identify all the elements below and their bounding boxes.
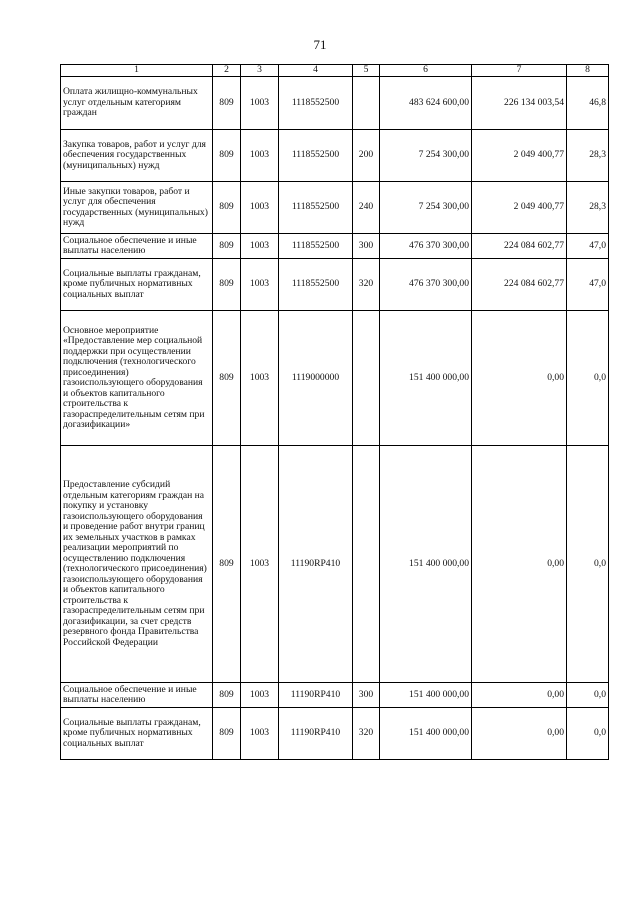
table-header-row (61, 65, 609, 77)
table-row (61, 234, 609, 259)
page-number: 71 (313, 37, 327, 52)
cell-section-code: 1003 (241, 311, 279, 446)
cell-percent: 0,0 (567, 708, 609, 760)
table-row (61, 77, 609, 130)
cell-expense-type: 300 (353, 683, 380, 708)
cell-percent: 28,3 (567, 130, 609, 182)
cell-target-article: 1118552500 (279, 259, 353, 311)
cell-section-code: 1003 (241, 182, 279, 234)
budget-table (60, 64, 609, 760)
cell-executed-amount: 224 084 602,77 (472, 259, 567, 311)
cell-section-code: 1003 (241, 683, 279, 708)
cell-percent: 46,8 (567, 77, 609, 130)
column-header: 2 (213, 65, 241, 77)
cell-percent: 47,0 (567, 259, 609, 311)
row-description: Социальное обеспечение и иные выплаты населению (61, 683, 213, 708)
cell-planned-amount: 7 254 300,00 (380, 130, 472, 182)
cell-target-article: 1118552500 (279, 234, 353, 259)
row-description: Социальное обеспечение и иные выплаты населению (61, 234, 213, 259)
cell-ministry-code: 809 (213, 708, 241, 760)
cell-section-code: 1003 (241, 234, 279, 259)
cell-expense-type: 320 (353, 708, 380, 760)
table-row (61, 683, 609, 708)
column-header: 1 (61, 65, 213, 77)
cell-percent: 28,3 (567, 182, 609, 234)
table-row (61, 708, 609, 760)
cell-planned-amount: 476 370 300,00 (380, 234, 472, 259)
cell-executed-amount: 0,00 (472, 683, 567, 708)
cell-expense-type: 300 (353, 234, 380, 259)
table-row (61, 182, 609, 234)
cell-expense-type (353, 77, 380, 130)
cell-percent: 47,0 (567, 234, 609, 259)
cell-section-code: 1003 (241, 130, 279, 182)
cell-section-code: 1003 (241, 259, 279, 311)
cell-planned-amount: 151 400 000,00 (380, 683, 472, 708)
cell-target-article: 1118552500 (279, 77, 353, 130)
cell-executed-amount: 0,00 (472, 311, 567, 446)
cell-target-article: 11190RP410 (279, 708, 353, 760)
row-description: Оплата жилищно-коммунальных услуг отдельным категориям граждан (61, 77, 213, 130)
column-header: 5 (353, 65, 380, 77)
cell-target-article: 11190RP410 (279, 446, 353, 683)
cell-ministry-code: 809 (213, 259, 241, 311)
cell-expense-type (353, 446, 380, 683)
cell-ministry-code: 809 (213, 77, 241, 130)
cell-section-code: 1003 (241, 77, 279, 130)
row-description: Социальные выплаты гражданам, кроме публичных нормативных социальных выплат (61, 708, 213, 760)
cell-planned-amount: 151 400 000,00 (380, 311, 472, 446)
column-header: 6 (380, 65, 472, 77)
cell-executed-amount: 2 049 400,77 (472, 130, 567, 182)
cell-executed-amount: 224 084 602,77 (472, 234, 567, 259)
cell-planned-amount: 7 254 300,00 (380, 182, 472, 234)
cell-executed-amount: 2 049 400,77 (472, 182, 567, 234)
column-header: 8 (567, 65, 609, 77)
cell-percent: 0,0 (567, 446, 609, 683)
cell-planned-amount: 483 624 600,00 (380, 77, 472, 130)
cell-expense-type (353, 311, 380, 446)
cell-ministry-code: 809 (213, 683, 241, 708)
cell-expense-type: 200 (353, 130, 380, 182)
column-header: 3 (241, 65, 279, 77)
cell-planned-amount: 151 400 000,00 (380, 708, 472, 760)
cell-percent: 0,0 (567, 311, 609, 446)
cell-section-code: 1003 (241, 708, 279, 760)
table-row (61, 446, 609, 683)
row-description: Закупка товаров, работ и услуг для обеспечения государственных (муниципальных) нужд (61, 130, 213, 182)
table-row (61, 130, 609, 182)
table-row (61, 311, 609, 446)
cell-ministry-code: 809 (213, 311, 241, 446)
cell-section-code: 1003 (241, 446, 279, 683)
cell-executed-amount: 0,00 (472, 708, 567, 760)
row-description: Основное мероприятие «Предоставление мер социальной поддержки при осуществлении подключения (технологического присоединения) газоиспользующего оборудования и объектов капитального строительства к газораспределительным сетям при догазификации» (61, 311, 213, 446)
cell-target-article: 1118552500 (279, 130, 353, 182)
cell-percent: 0,0 (567, 683, 609, 708)
column-header: 7 (472, 65, 567, 77)
cell-planned-amount: 151 400 000,00 (380, 446, 472, 683)
cell-expense-type: 320 (353, 259, 380, 311)
cell-target-article: 1118552500 (279, 182, 353, 234)
row-description: Социальные выплаты гражданам, кроме публичных нормативных социальных выплат (61, 259, 213, 311)
cell-planned-amount: 476 370 300,00 (380, 259, 472, 311)
column-header: 4 (279, 65, 353, 77)
cell-target-article: 1119000000 (279, 311, 353, 446)
table-row (61, 259, 609, 311)
cell-target-article: 11190RP410 (279, 683, 353, 708)
cell-ministry-code: 809 (213, 182, 241, 234)
row-description: Предоставление субсидий отдельным категориям граждан на покупку и установку газоиспользующего оборудования и проведение работ внутри границ их земельных участков в рамках реализации мероприятий по осуществлению подключения (технологического присоединения) газоиспользующего оборудования и объектов капитального строительства к газораспределительным сетям при догазификации, за счет средств резервного фонда Правительства Российской Федерации (61, 446, 213, 683)
cell-executed-amount: 0,00 (472, 446, 567, 683)
cell-ministry-code: 809 (213, 130, 241, 182)
cell-ministry-code: 809 (213, 446, 241, 683)
row-description: Иные закупки товаров, работ и услуг для обеспечения государственных (муниципальных) нужд (61, 182, 213, 234)
cell-expense-type: 240 (353, 182, 380, 234)
cell-ministry-code: 809 (213, 234, 241, 259)
cell-executed-amount: 226 134 003,54 (472, 77, 567, 130)
